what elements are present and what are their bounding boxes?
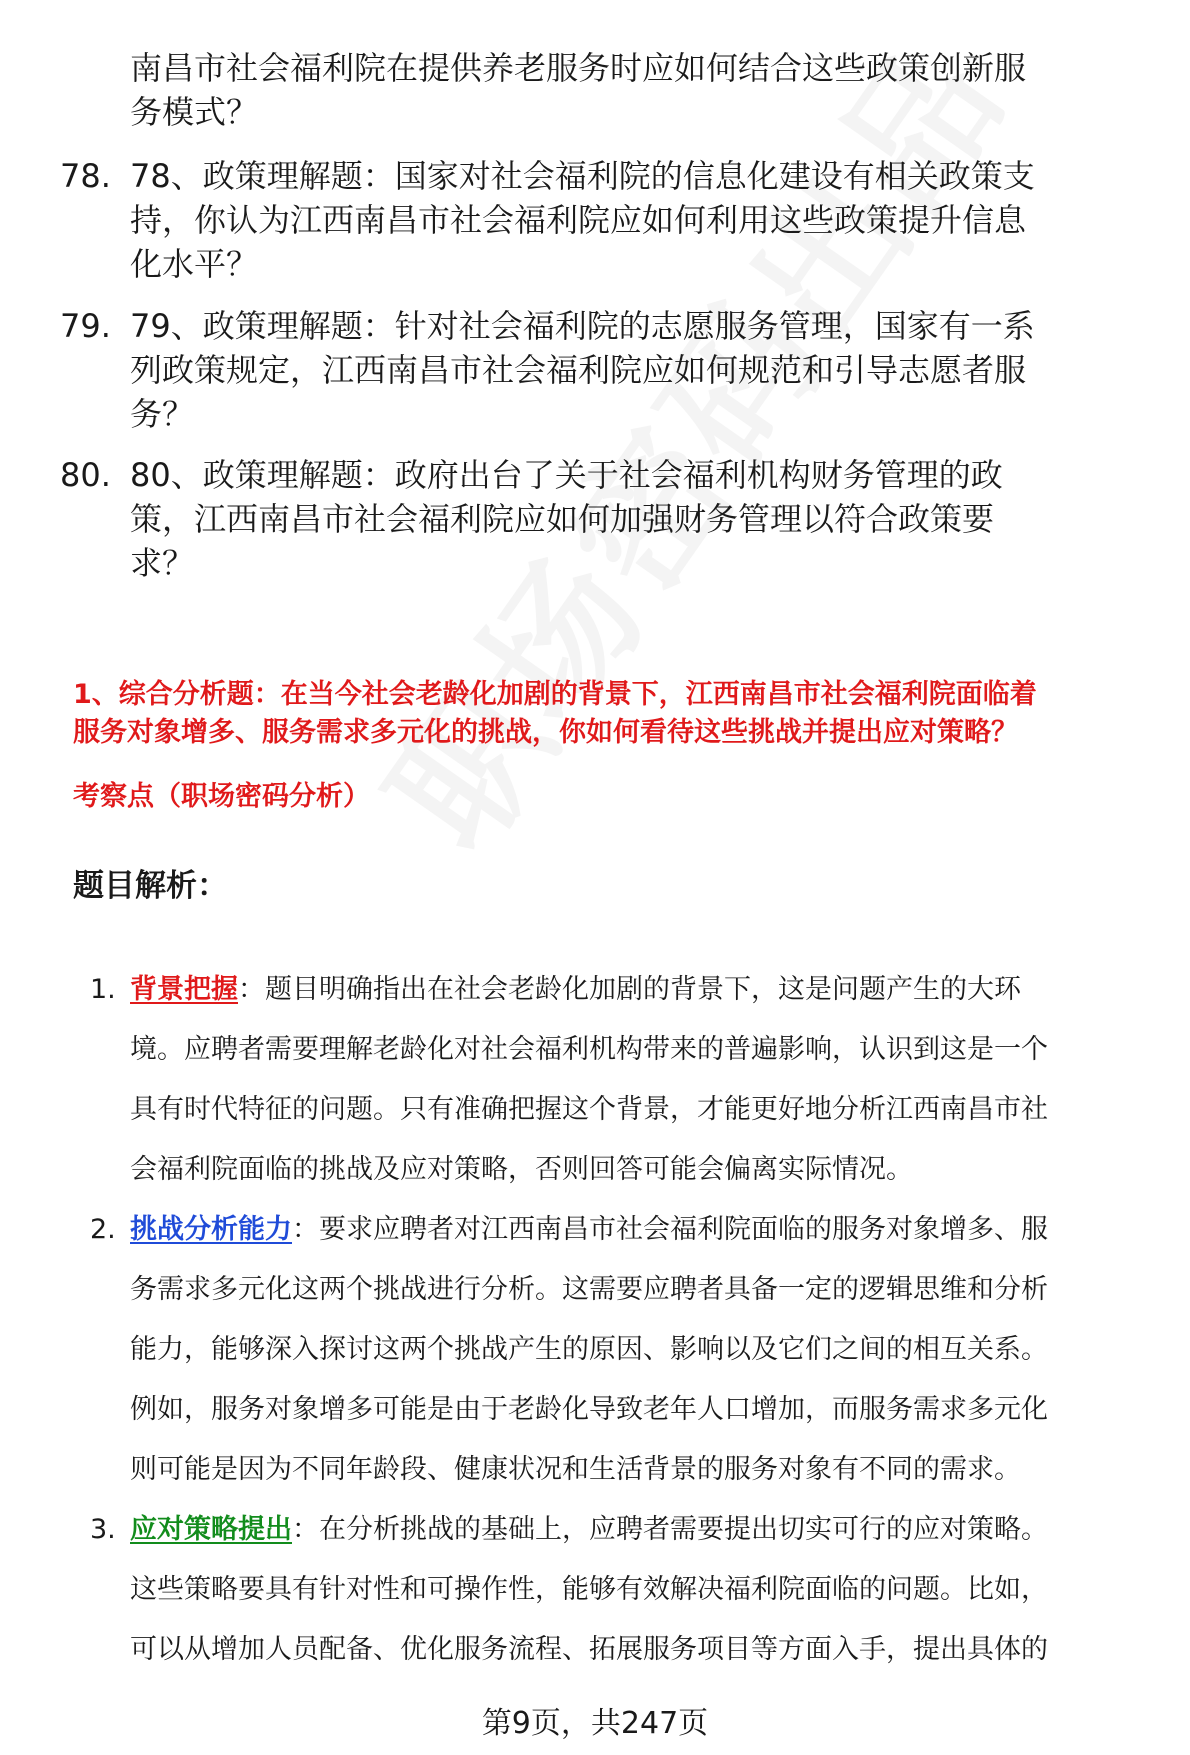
- question-number: 79.: [60, 307, 111, 345]
- highlight-question-line: 服务对象增多、服务需求多元化的挑战，你如何看待这些挑战并提出应对策略？: [73, 717, 1018, 748]
- highlight-question: [73, 676, 1153, 752]
- question-line: 79、政策理解题：针对社会福利院的志愿服务管理，国家有一系: [130, 307, 1035, 345]
- question-line: 列政策规定，江西南昌市社会福利院应如何规范和引导志愿者服: [130, 351, 1027, 389]
- question-line: 南昌市社会福利院在提供养老服务时应如何结合这些政策创新服: [130, 49, 1027, 87]
- analysis-line: 可以从增加人员配备、优化服务流程、拓展服务项目等方面入手，提出具体的: [130, 1634, 1048, 1665]
- question-line: 持，你认为江西南昌市社会福利院应如何利用这些政策提升信息: [130, 201, 1027, 239]
- analysis-text: ：要求应聘者对江西南昌市社会福利院面临的服务对象增多、服: [292, 1214, 1048, 1245]
- analysis-line: 务需求多元化这两个挑战进行分析。这需要应聘者具备一定的逻辑思维和分析: [130, 1274, 1048, 1305]
- question-line: 策，江西南昌市社会福利院应如何加强财务管理以符合政策要: [130, 500, 995, 538]
- page-number: 第9页，共247页: [481, 1706, 709, 1741]
- question-line: 化水平？: [130, 245, 259, 283]
- question-number: 78.: [60, 157, 111, 195]
- analysis-line: 会福利院面临的挑战及应对策略，否则回答可能会偏离实际情况。: [130, 1154, 913, 1185]
- analysis-line: 则可能是因为不同年龄段、健康状况和生活背景的服务对象有不同的需求。: [130, 1454, 1021, 1485]
- analysis-line: 具有时代特征的问题。只有准确把握这个背景，才能更好地分析江西南昌市社: [130, 1094, 1048, 1125]
- analysis-line: 这些策略要具有针对性和可操作性，能够有效解决福利院面临的问题。比如，: [130, 1574, 1048, 1605]
- analysis-keyword: 挑战分析能力: [130, 1214, 292, 1245]
- analysis-keyword: 背景把握: [130, 974, 238, 1005]
- question-number: 80.: [60, 456, 111, 494]
- analysis-line: 能力，能够深入探讨这两个挑战产生的原因、影响以及它们之间的相互关系。: [130, 1334, 1048, 1365]
- analysis-line: 例如，服务对象增多可能是由于老龄化导致老年人口增加，而服务需求多元化: [130, 1394, 1048, 1425]
- analysis-number: 1.: [90, 974, 116, 1005]
- question-line: 78、政策理解题：国家对社会福利院的信息化建设有相关政策支: [130, 157, 1035, 195]
- question-line: 务？: [130, 395, 195, 433]
- highlight-question-line: 1、综合分析题：在当今社会老龄化加剧的背景下，江西南昌市社会福利院面临着: [73, 679, 1037, 710]
- question-line: 务模式？: [130, 93, 259, 131]
- analysis-line: 境。应聘者需要理解老龄化对社会福利机构带来的普遍影响，认识到这是一个: [130, 1034, 1048, 1065]
- analysis-number: 2.: [90, 1214, 116, 1245]
- analysis-text: ：在分析挑战的基础上，应聘者需要提出切实可行的应对策略。: [292, 1514, 1048, 1545]
- analysis-keyword: 应对策略提出: [130, 1514, 292, 1545]
- analysis-text: ：题目明确指出在社会老龄化加剧的背景下，这是问题产生的大环: [238, 974, 1021, 1005]
- exam-point-label: 考察点（职场密码分析）: [73, 781, 370, 812]
- analysis-number: 3.: [90, 1514, 116, 1545]
- question-line: 80、政策理解题：政府出台了关于社会福利机构财务管理的政: [130, 456, 1003, 494]
- analysis-heading: 题目解析：: [73, 868, 228, 904]
- question-line: 求？: [130, 544, 195, 582]
